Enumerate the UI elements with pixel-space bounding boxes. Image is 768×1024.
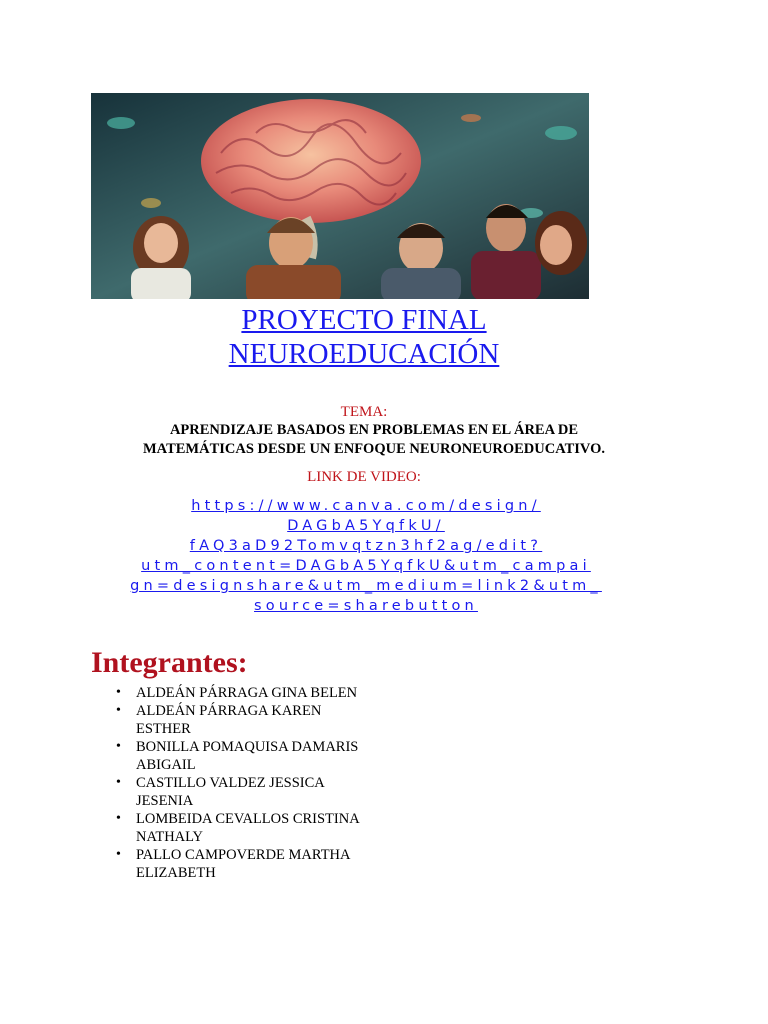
list-item [116, 810, 376, 846]
cover-image [91, 93, 589, 299]
member-name: LOMBEIDA CEVALLOS CRISTINA [136, 811, 360, 827]
video-link-line2[interactable]: DAGbA5YqfkU/ [287, 518, 445, 534]
video-link[interactable] [0, 496, 732, 616]
video-link-line3[interactable]: fAQ3aD92Tomvqtzn3hf2ag/edit? [189, 538, 543, 554]
list-item [116, 684, 376, 702]
member-name: ALDEÁN PÁRRAGA GINA BELEN [136, 685, 358, 701]
tema-line2: MATEMÁTICAS DESDE UN ENFOQUE NEURONEUROEDUCATIVO. [142, 441, 605, 457]
member-name-cont: ESTHER [136, 721, 191, 737]
link-label: LINK DE VIDEO: [307, 469, 421, 485]
video-link-line4[interactable]: utm_content=DAGbA5YqfkU&utm_campai [141, 558, 591, 574]
members-list [116, 684, 376, 882]
video-link-line1[interactable]: https://www.canva.com/design/ [191, 498, 541, 514]
tema-label: TEMA: [340, 404, 388, 420]
list-item [116, 702, 376, 738]
member-name: PALLO CAMPOVERDE MARTHA [136, 847, 351, 863]
member-name: BONILLA POMAQUISA DAMARIS [136, 739, 359, 755]
member-name-cont: NATHALY [136, 829, 204, 845]
video-link-line6[interactable]: source=sharebutton [254, 598, 478, 614]
members-heading: Integrantes: [91, 646, 248, 679]
document-title-line2[interactable]: NEUROEDUCACIÓN [228, 338, 500, 370]
list-item [116, 738, 376, 774]
tema-line1: APRENDIZAJE BASADOS EN PROBLEMAS EN EL ÁREA DE [169, 422, 579, 438]
member-name-cont: JESENIA [136, 793, 194, 809]
video-link-line5[interactable]: gn=designshare&utm_medium=link2&utm_ [130, 578, 602, 594]
member-name-cont: ELIZABETH [136, 865, 216, 881]
list-item [116, 846, 376, 882]
member-name-cont: ABIGAIL [136, 757, 196, 773]
member-name: ALDEÁN PÁRRAGA KAREN [136, 703, 322, 719]
member-name: CASTILLO VALDEZ JESSICA [136, 775, 325, 791]
document-title-line1[interactable]: PROYECTO FINAL [241, 304, 487, 336]
list-item [116, 774, 376, 810]
